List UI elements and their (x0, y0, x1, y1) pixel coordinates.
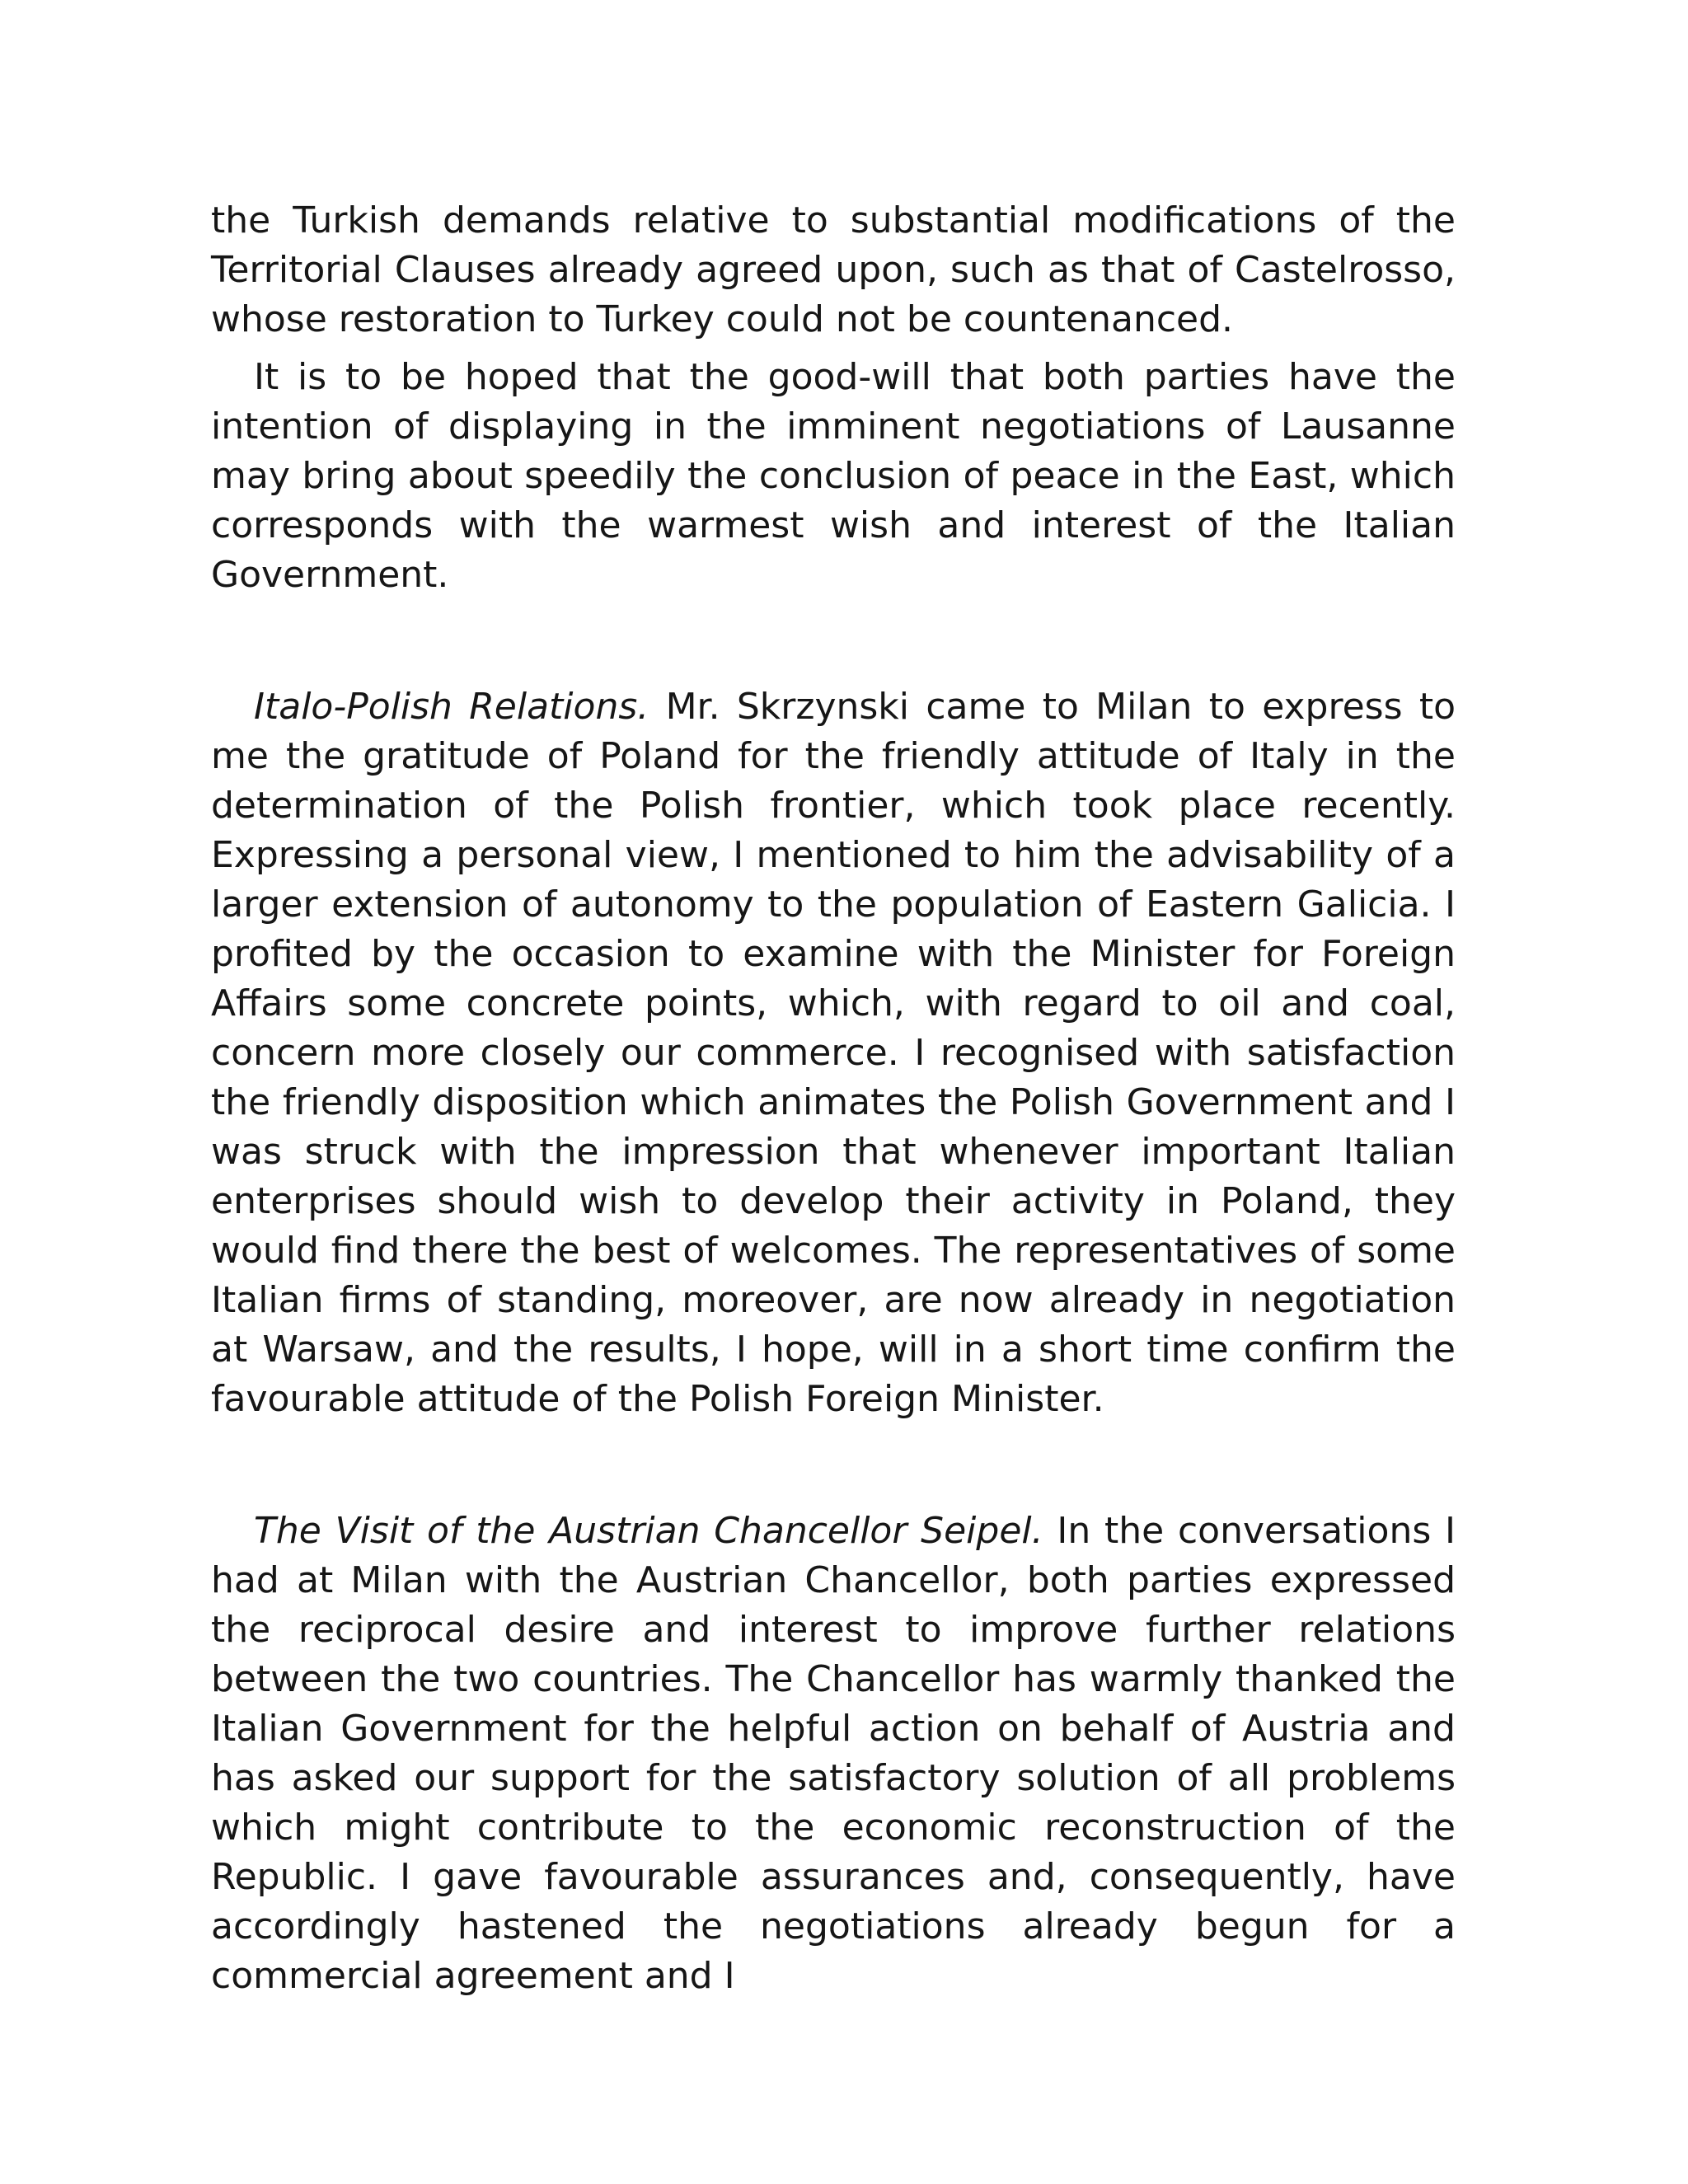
section-heading: The Visit of the Austrian Chancellor Seipel. (254, 1510, 1043, 1552)
paragraph-text: Mr. Skrzynski came to Milan to express to me the gratitude of Poland for the friendly attitude of Italy in the determination of the Polish frontier, which took place recently. Expressing a personal view, I mentioned to him the advisability of a larger extension of autonomy to the population of Eastern Galicia. I profited by the occasion to examine with the Minister for Foreign Affairs some concrete points, which, with regard to oil and coal, concern more closely our commerce. I recognised with satisfaction the friendly disposition which animates the Polish Government and I was struck with the impression that whenever important Italian enterprises should wish to develop their activity in Poland, they would find there the best of welcomes. The representatives of some Italian firms of standing, moreover, are now already in negotiation at Warsaw, and the results, I hope, will in a short time confirm the favourable attitude of the Polish Foreign Minister. (211, 686, 1456, 1420)
paragraph-austrian-chancellor-visit (211, 1507, 1456, 2001)
paragraph-italo-polish-relations (211, 682, 1456, 1424)
paragraph-text: the Turkish demands relative to substantial modifications of the Territorial Clauses already agreed upon, such as that of Castelrosso, whose restoration to Turkey could not be countenanced. (211, 199, 1456, 340)
paragraph-turkish-demands (211, 196, 1456, 344)
section-heading: Italo-Polish Relations. (254, 686, 649, 728)
document-page (211, 196, 1456, 2001)
paragraph-lausanne-negotiations (211, 353, 1456, 600)
paragraph-text: In the conversations I had at Milan with the Austrian Chancellor, both parties expressed the reciprocal desire and interest to improve further relations between the two countries. The Chancellor has warmly thanked the Italian Government for the helpful action on behalf of Austria and has asked our support for the satisfactory solution of all problems which might contribute to the economic reconstruction of the Republic. I gave favourable assurances and, consequently, have accordingly hastened the negotiations already begun for a commercial agreement and I (211, 1510, 1456, 1997)
paragraph-text: It is to be hoped that the good-will that both parties have the intention of displaying in the imminent negotiations of Lausanne may bring about speedily the conclusion of peace in the East, which corresponds with the warmest wish and interest of the Italian Government. (211, 356, 1456, 596)
